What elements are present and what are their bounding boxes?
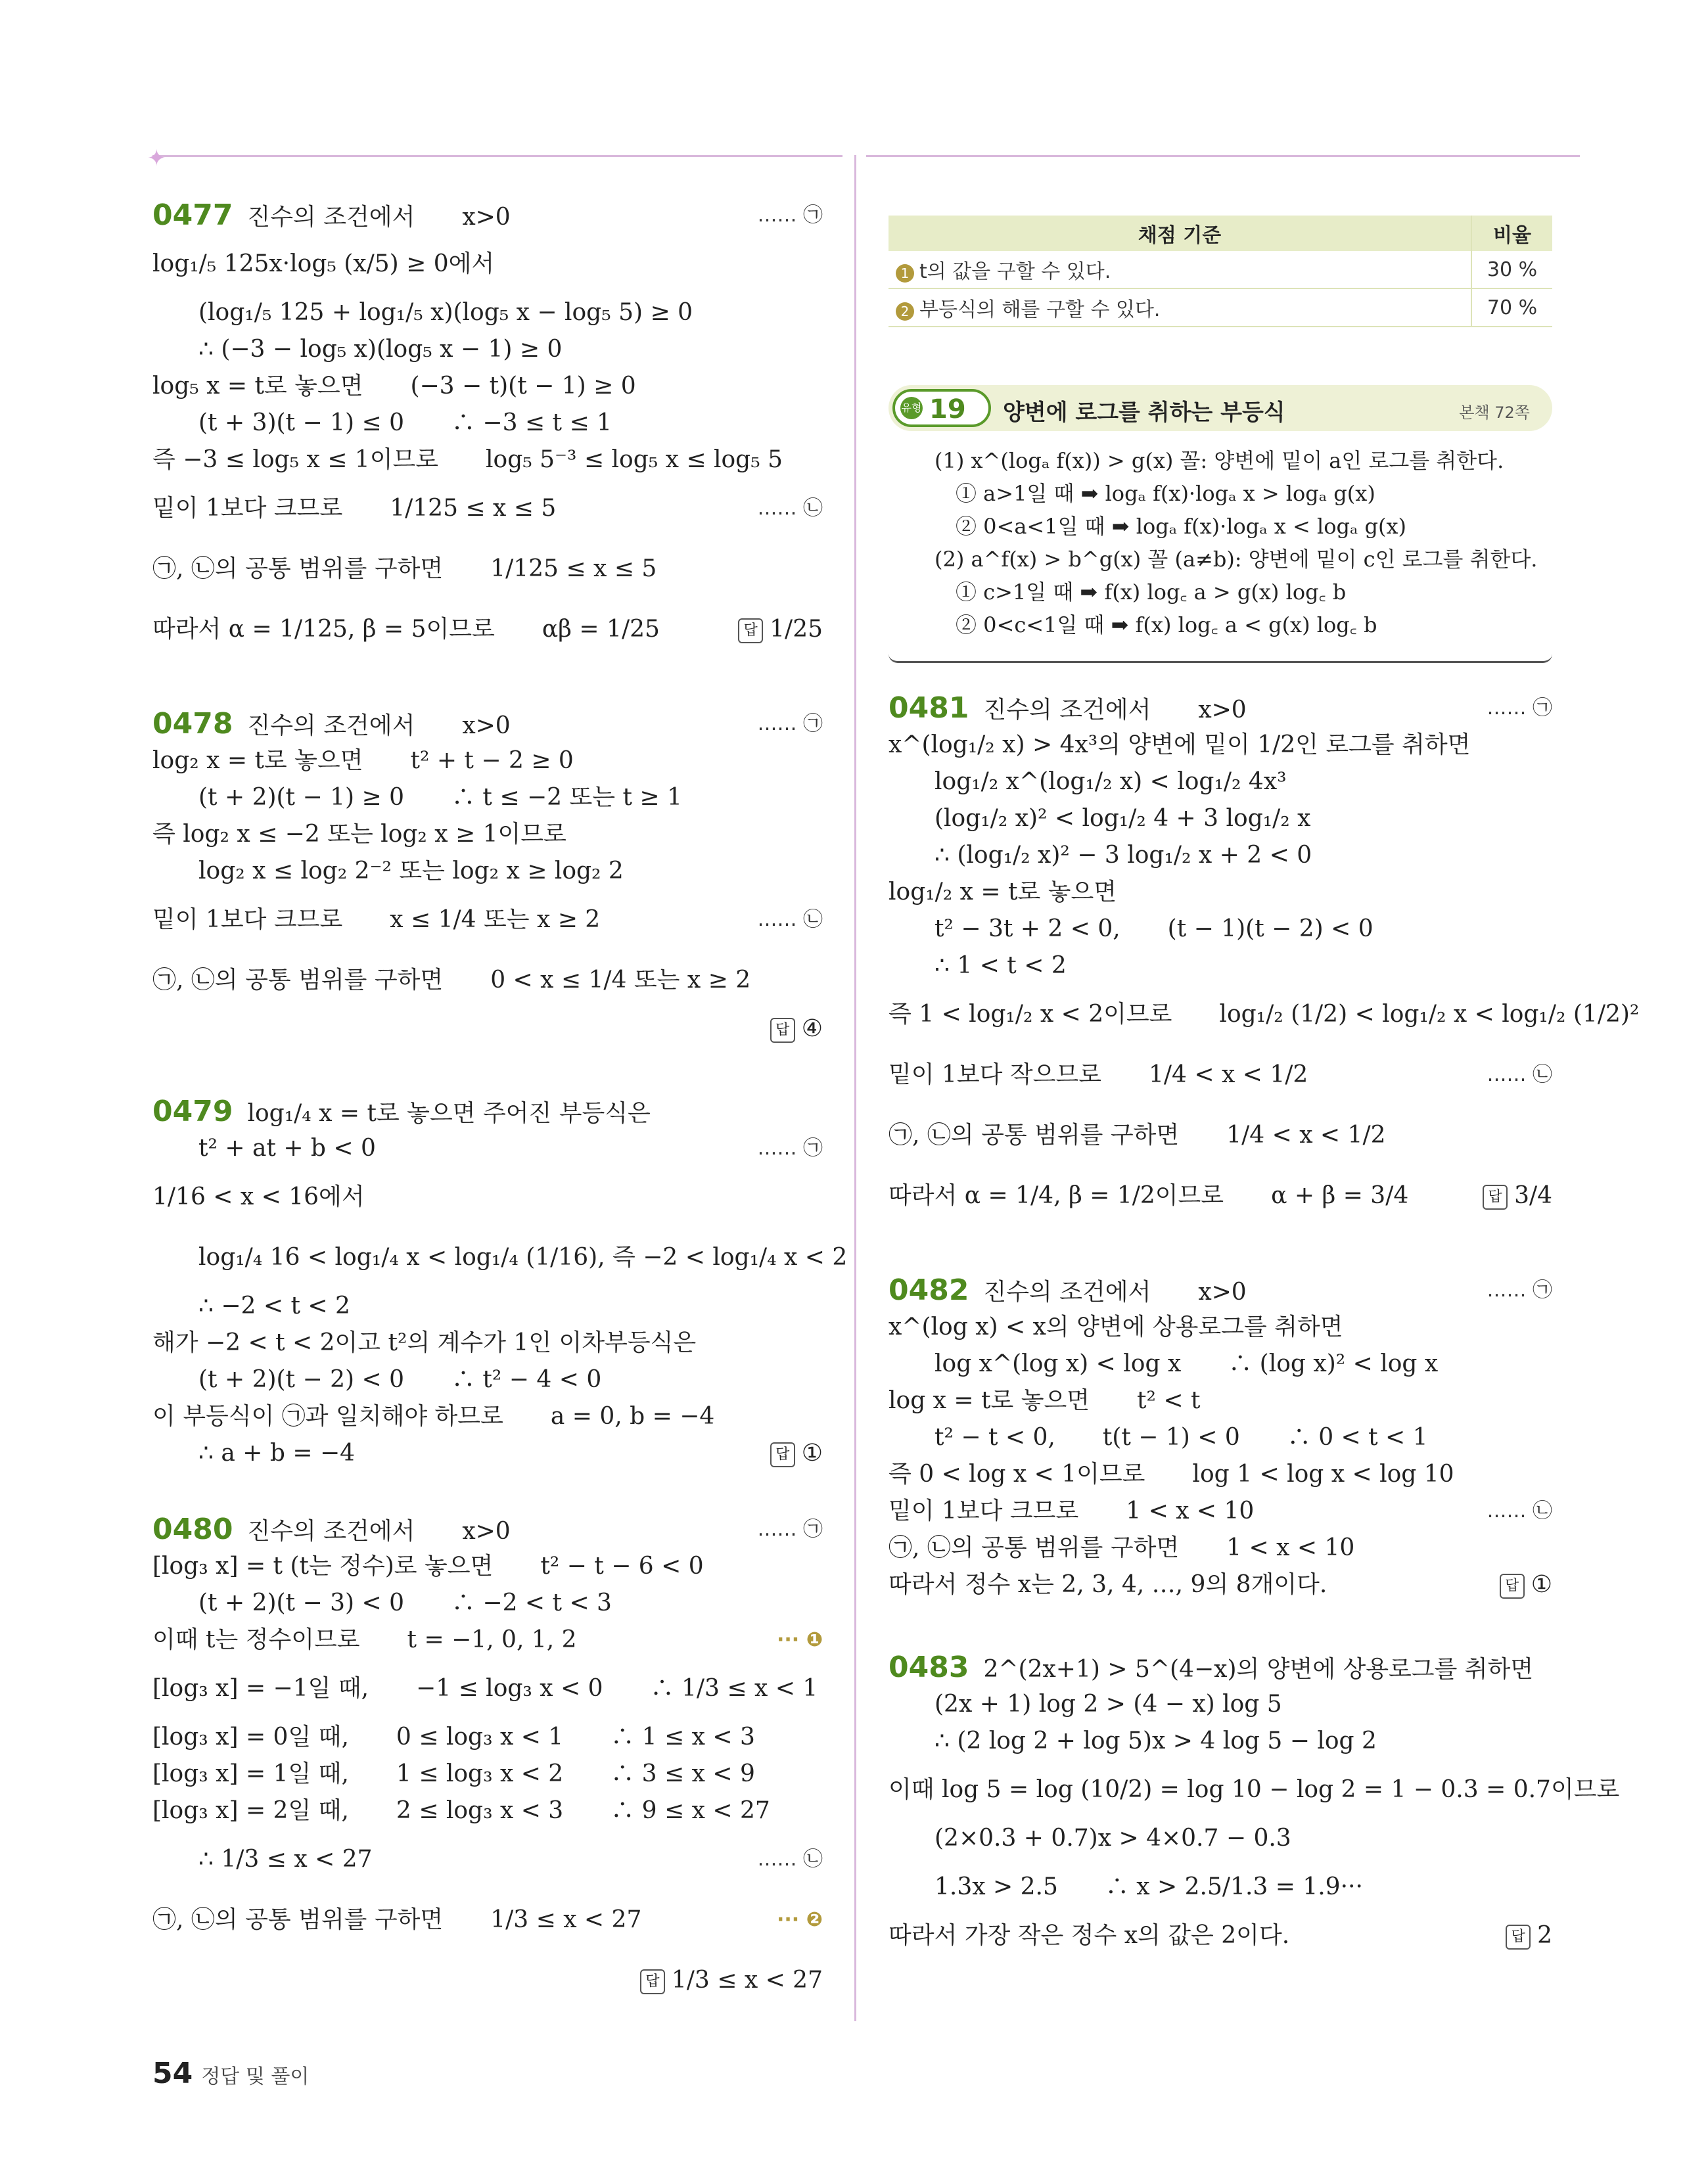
condition-marker: …… ㉡ — [757, 497, 823, 520]
scoring-rubric — [889, 216, 1552, 327]
solution-text: [log₃ x] = −1일 때, −1 ≤ log₃ x < 0 ∴ 1/3 ≤ x < 1 — [152, 1675, 818, 1702]
solution-line — [152, 368, 823, 405]
solution-text: 진수의 조건에서 x>0 — [247, 712, 511, 739]
answer-value: 1/25 — [770, 616, 823, 643]
problem-number: 0482 — [889, 1273, 969, 1307]
answer-icon: 답 — [738, 618, 763, 643]
solution-line — [889, 1166, 1552, 1226]
rubric-criterion: t의 값을 구할 수 있다. — [919, 260, 1111, 283]
solution-text: 즉 log₂ x ≤ −2 또는 log₂ x ≥ 1이므로 — [152, 821, 566, 848]
type-reference: 본책 72쪽 — [1459, 403, 1530, 422]
solution-line — [889, 948, 1552, 984]
solution-line — [889, 837, 1552, 874]
page-footer — [152, 2057, 309, 2090]
solution-text: ∴ (−3 − log₅ x)(log₅ x − 1) ≥ 0 — [198, 336, 563, 363]
solution-text: 즉 1 < log₁/₂ x < 2이므로 log₁/₂ (1/2) < log₁/₂ x < log₁/₂ (1/2)² — [889, 1001, 1640, 1028]
type-number: 19 — [929, 394, 966, 424]
solution-line — [889, 1346, 1552, 1383]
solution-text: t² + at + b < 0 — [198, 1135, 376, 1162]
condition-marker: …… ㉠ — [757, 204, 823, 227]
solution-line — [889, 1686, 1552, 1723]
frame-divider — [854, 155, 856, 2021]
solution-text: x^(log x) < x의 양변에 상용로그를 취하면 — [889, 1314, 1343, 1340]
solution-text: [log₃ x] = 0일 때, 0 ≤ log₃ x < 1 ∴ 1 ≤ x < 3 — [152, 1724, 755, 1750]
type-badge — [892, 389, 991, 427]
solution-text: ㉠, ㉡의 공통 범위를 구하면 1/125 ≤ x ≤ 5 — [152, 555, 657, 582]
type-header — [889, 385, 1552, 431]
answer — [1506, 1917, 1552, 1954]
type-line: ① c>1일 때 ➡ f(x) log꜀ a > g(x) log꜀ b — [935, 580, 1347, 605]
solution-text: log x^(log x) < log x ∴ (log x)² < log x — [935, 1350, 1439, 1377]
solution-line — [889, 984, 1640, 1045]
solution-text: t² − t < 0, t(t − 1) < 0 ∴ 0 < t < 1 — [935, 1424, 1428, 1451]
solution-text: 이때 t는 정수이므로 t = −1, 0, 1, 2 — [152, 1626, 577, 1653]
solution-text: 해가 −2 < t < 2이고 t²의 계수가 1인 이차부등식은 — [152, 1329, 697, 1356]
answer-value: ① — [801, 1440, 823, 1467]
solution-line — [889, 1857, 1552, 1917]
solution-text: (2×0.3 + 0.7)x > 4×0.7 − 0.3 — [935, 1825, 1291, 1852]
problem-0477 — [152, 197, 823, 660]
solution-text: 1.3x > 2.5 ∴ x > 2.5/1.3 = 1.9··· — [935, 1873, 1363, 1900]
solution-text: 진수의 조건에서 x>0 — [247, 204, 511, 231]
solution-text: log₁/₅ 125x·log₅ (x/5) ≥ 0에서 — [152, 250, 495, 277]
answer — [738, 599, 823, 660]
type-line: ① a>1일 때 ➡ logₐ f(x)·logₐ x > logₐ g(x) — [935, 481, 1375, 506]
solution-text: ∴ 1 < t < 2 — [935, 952, 1067, 979]
solution-line — [889, 1723, 1552, 1760]
problem-0483 — [889, 1649, 1620, 1954]
step-marker: ··· ❷ — [776, 1908, 823, 1931]
answer-icon: 답 — [640, 1969, 665, 1994]
type-tag: 유형 — [900, 397, 923, 419]
solution-line — [152, 950, 823, 1011]
solution-line — [152, 816, 823, 853]
type-line: ② 0<a<1일 때 ➡ logₐ f(x)·logₐ x < logₐ g(x) — [935, 514, 1406, 539]
rubric-pct: 70 % — [1471, 288, 1552, 327]
answer — [1483, 1166, 1552, 1226]
step-number-icon: 1 — [896, 264, 914, 283]
solution-line — [889, 874, 1552, 911]
solution-text: log₁/₄ x = t로 놓으면 주어진 부등식은 — [247, 1100, 651, 1127]
solution-text: 진수의 조건에서 x>0 — [983, 697, 1247, 723]
solution-line — [152, 779, 823, 816]
step-number-icon: 2 — [896, 302, 914, 321]
solution-line — [889, 800, 1552, 837]
type-title: 양변에 로그를 취하는 부등식 — [1003, 400, 1285, 426]
problem-number: 0480 — [152, 1513, 233, 1546]
solution-line — [889, 1820, 1552, 1857]
solution-line — [152, 1130, 823, 1167]
type-line: (1) x^(logₐ f(x)) > g(x) 꼴: 양변에 밑이 a인 로그를 취한다. — [935, 448, 1504, 473]
solution-text: 밑이 1보다 크므로 1/125 ≤ x ≤ 5 — [152, 495, 557, 522]
solution-text: 밑이 1보다 크므로 1 < x < 10 — [889, 1498, 1255, 1524]
solution-text: ㉠, ㉡의 공통 범위를 구하면 0 < x ≤ 1/4 또는 x ≥ 2 — [152, 967, 751, 994]
solution-text: ∴ a + b = −4 — [198, 1440, 356, 1467]
solution-line — [152, 442, 823, 478]
type-line: ② 0<c<1일 때 ➡ f(x) log꜀ a < g(x) log꜀ b — [935, 612, 1377, 637]
solution-line — [152, 1435, 823, 1472]
answer-icon: 답 — [1506, 1925, 1531, 1950]
answer-icon: 답 — [770, 1018, 795, 1043]
rubric-header-pct: 비율 — [1471, 216, 1552, 251]
solution-text: ∴ −2 < t < 2 — [198, 1292, 350, 1319]
solution-text: (t + 2)(t − 2) < 0 ∴ t² − 4 < 0 — [198, 1366, 602, 1393]
rubric-pct: 30 % — [1471, 251, 1552, 288]
solution-line — [152, 331, 823, 368]
footer-label: 정답 및 풀이 — [201, 2065, 310, 2088]
solution-line — [152, 1511, 823, 1548]
solution-line — [152, 1658, 823, 1719]
solution-line — [152, 405, 823, 442]
problem-number: 0477 — [152, 198, 233, 232]
condition-marker: …… ㉠ — [757, 1137, 823, 1160]
answer — [770, 1435, 823, 1472]
solution-line — [152, 1167, 823, 1227]
answer-value: 3/4 — [1514, 1182, 1552, 1209]
solution-text: x^(log₁/₂ x) > 4x³의 양변에 밑이 1/2인 로그를 취하면 — [889, 731, 1471, 758]
answer — [1500, 1567, 1552, 1603]
solution-text: log₁/₄ 16 < log₁/₄ x < log₁/₄ (1/16), 즉 −2 < log₁/₄ x < 2 — [198, 1244, 848, 1271]
solution-line — [152, 1793, 823, 1829]
answer-icon: 답 — [1483, 1185, 1508, 1210]
condition-marker: …… ㉠ — [757, 712, 823, 735]
problem-0482 — [889, 1272, 1552, 1603]
rubric-header: 채점 기준 — [889, 216, 1471, 251]
solution-text: 즉 0 < log x < 1이므로 log 1 < log x < log 10 — [889, 1461, 1454, 1488]
solution-text: log₅ x = t로 놓으면 (−3 − t)(t − 1) ≥ 0 — [152, 373, 636, 400]
condition-marker: …… ㉡ — [757, 908, 823, 931]
solution-line — [889, 1272, 1552, 1309]
solution-text: 1/16 < x < 16에서 — [152, 1183, 365, 1210]
solution-text: 진수의 조건에서 x>0 — [983, 1279, 1247, 1306]
problem-0478 — [152, 706, 823, 1047]
solution-line — [889, 1456, 1552, 1493]
rubric-row — [889, 288, 1552, 327]
solution-line — [152, 478, 823, 539]
solution-line — [152, 1950, 823, 2011]
problem-number: 0478 — [152, 707, 233, 741]
solution-line — [152, 1622, 823, 1658]
solution-text: log₁/₂ x = t로 놓으면 — [889, 879, 1117, 905]
solution-line — [152, 294, 823, 331]
solution-line — [152, 1011, 823, 1047]
frame-top-left — [152, 155, 842, 157]
solution-text: [log₃ x] = 1일 때, 1 ≤ log₃ x < 2 ∴ 3 ≤ x < 9 — [152, 1760, 755, 1787]
step-marker: ··· ❶ — [776, 1628, 823, 1651]
answer-icon: 답 — [1500, 1574, 1525, 1599]
answer — [640, 1950, 823, 2011]
solution-text: ㉠, ㉡의 공통 범위를 구하면 1 < x < 10 — [889, 1534, 1355, 1561]
solution-line — [889, 727, 1552, 764]
solution-text: log₂ x = t로 놓으면 t² + t − 2 ≥ 0 — [152, 747, 574, 774]
solution-line — [889, 690, 1552, 727]
solution-line — [152, 1890, 823, 1950]
frame-top-right — [866, 155, 1580, 157]
solution-line — [889, 1760, 1620, 1820]
solution-text: 밑이 1보다 작으므로 1/4 < x < 1/2 — [889, 1061, 1308, 1088]
solution-line — [889, 1419, 1552, 1456]
solution-text: (t + 3)(t − 1) ≤ 0 ∴ −3 ≤ t ≤ 1 — [198, 409, 612, 436]
problem-0481 — [889, 690, 1640, 1226]
solution-text: 이 부등식이 ㉠과 일치해야 하므로 a = 0, b = −4 — [152, 1403, 715, 1430]
solution-text: (log₁/₅ 125 + log₁/₅ x)(log₅ x − log₅ 5) ≥ 0 — [198, 299, 693, 326]
condition-marker: …… ㉠ — [1487, 1279, 1552, 1302]
solution-text: (t + 2)(t − 3) < 0 ∴ −2 < t < 3 — [198, 1590, 612, 1616]
solution-text: ∴ 1/3 ≤ x < 27 — [198, 1846, 373, 1873]
condition-marker: …… ㉠ — [757, 1518, 823, 1541]
solution-line — [152, 1548, 823, 1585]
solution-line — [152, 234, 823, 294]
condition-marker: …… ㉡ — [757, 1848, 823, 1871]
solution-text: (log₁/₂ x)² < log₁/₂ 4 + 3 log₁/₂ x — [935, 805, 1311, 832]
problem-0479 — [152, 1093, 848, 1472]
right-column — [889, 690, 1640, 1954]
solution-line — [152, 853, 823, 890]
solution-line — [152, 599, 823, 660]
solution-line — [152, 539, 823, 599]
answer-value: 2 — [1537, 1922, 1552, 1949]
solution-line — [152, 197, 823, 234]
solution-line — [889, 1309, 1552, 1346]
solution-line — [152, 1325, 823, 1361]
solution-text: (t + 2)(t − 1) ≥ 0 ∴ t ≤ −2 또는 t ≥ 1 — [198, 784, 682, 811]
page-number: 54 — [152, 2057, 193, 2090]
solution-text: ㉠, ㉡의 공통 범위를 구하면 1/3 ≤ x < 27 — [152, 1906, 642, 1933]
solution-text: log x = t로 놓으면 t² < t — [889, 1387, 1201, 1414]
solution-text: ∴ (2 log 2 + log 5)x > 4 log 5 − log 2 — [935, 1727, 1377, 1754]
solution-text: t² − 3t + 2 < 0, (t − 1)(t − 2) < 0 — [935, 915, 1373, 942]
solution-line — [152, 1093, 823, 1130]
solution-line — [152, 1361, 823, 1398]
solution-line — [889, 1105, 1552, 1166]
rubric-row — [889, 251, 1552, 288]
solution-line — [889, 1045, 1552, 1105]
solution-line — [152, 1829, 823, 1890]
answer-value: ④ — [801, 1015, 823, 1042]
left-column — [152, 197, 848, 2011]
solution-text: 따라서 α = 1/4, β = 1/2이므로 α + β = 3/4 — [889, 1182, 1409, 1209]
problem-number: 0481 — [889, 691, 969, 725]
solution-line — [889, 1493, 1552, 1530]
solution-text: 따라서 가장 작은 정수 x의 값은 2이다. — [889, 1922, 1290, 1949]
condition-marker: …… ㉡ — [1487, 1499, 1552, 1522]
solution-line — [889, 1649, 1552, 1686]
solution-text: 즉 −3 ≤ log₅ x ≤ 1이므로 log₅ 5⁻³ ≤ log₅ x ≤ log₅ 5 — [152, 446, 783, 473]
answer-value: 1/3 ≤ x < 27 — [671, 1967, 823, 1994]
solution-line — [889, 911, 1552, 948]
rubric-criterion: 부등식의 해를 구할 수 있다. — [919, 298, 1161, 321]
solution-line — [152, 1227, 848, 1288]
solution-text: log₂ x ≤ log₂ 2⁻² 또는 log₂ x ≥ log₂ 2 — [198, 858, 624, 884]
answer-value: ① — [1531, 1571, 1552, 1598]
solution-line — [889, 764, 1552, 800]
solution-text: 밑이 1보다 크므로 x ≤ 1/4 또는 x ≥ 2 — [152, 906, 601, 933]
solution-line — [152, 1719, 823, 1756]
type-line: (2) a^f(x) > b^g(x) 꼴 (a≠b): 양변에 밑이 c인 로그를 취한다. — [935, 547, 1538, 572]
condition-marker: …… ㉡ — [1487, 1063, 1552, 1086]
answer-icon: 답 — [770, 1442, 795, 1467]
star-icon: ✦ — [147, 145, 166, 172]
solution-line — [889, 1567, 1552, 1603]
solution-text: 이때 log 5 = log (10/2) = log 10 − log 2 = 1 − 0.3 = 0.7이므로 — [889, 1776, 1620, 1803]
solution-line — [152, 890, 823, 950]
solution-line — [152, 1756, 823, 1793]
solution-text: [log₃ x] = t (t는 정수)로 놓으면 t² − t − 6 < 0 — [152, 1553, 704, 1580]
solution-text: 진수의 조건에서 x>0 — [247, 1518, 511, 1545]
solution-text: 따라서 α = 1/125, β = 5이므로 αβ = 1/25 — [152, 616, 660, 643]
answer — [770, 1011, 823, 1047]
solution-text: ∴ (log₁/₂ x)² − 3 log₁/₂ x + 2 < 0 — [935, 842, 1312, 869]
solution-line — [889, 1530, 1552, 1567]
solution-line — [152, 743, 823, 779]
type-summary — [889, 444, 1552, 663]
solution-text: (2x + 1) log 2 > (4 − x) log 5 — [935, 1691, 1282, 1718]
condition-marker: …… ㉠ — [1487, 697, 1552, 720]
solution-line — [889, 1917, 1552, 1954]
solution-line — [152, 1288, 823, 1325]
solution-text: 따라서 정수 x는 2, 3, 4, …, 9의 8개이다. — [889, 1571, 1327, 1598]
solution-text: [log₃ x] = 2일 때, 2 ≤ log₃ x < 3 ∴ 9 ≤ x < 27 — [152, 1797, 770, 1824]
solution-line — [152, 1585, 823, 1622]
solution-text: 2^(2x+1) > 5^(4−x)의 양변에 상용로그를 취하면 — [983, 1656, 1534, 1683]
solution-line — [152, 706, 823, 743]
solution-text: log₁/₂ x^(log₁/₂ x) < log₁/₂ 4x³ — [935, 768, 1287, 795]
problem-number: 0483 — [889, 1651, 969, 1684]
problem-number: 0479 — [152, 1095, 233, 1128]
solution-text: ㉠, ㉡의 공통 범위를 구하면 1/4 < x < 1/2 — [889, 1122, 1386, 1149]
solution-line — [152, 1398, 823, 1435]
solution-line — [889, 1383, 1552, 1419]
problem-0480 — [152, 1511, 823, 2011]
